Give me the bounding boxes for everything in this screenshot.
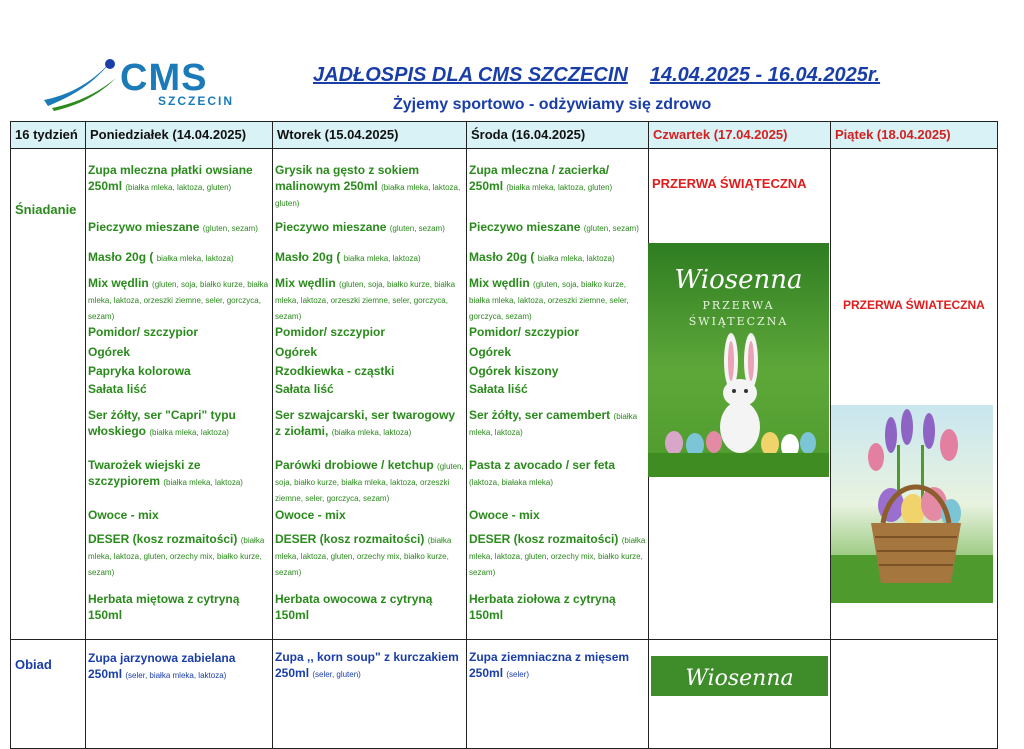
menu-item: Pomidor/ szczypior bbox=[469, 325, 580, 339]
breakfast-wednesday bbox=[466, 148, 649, 640]
menu-item: Ser żółty, ser "Capri" typu włoskiego (białka mleka, laktoza) bbox=[88, 408, 236, 438]
holiday-label-friday: PRZERWA ŚWIATECZNA bbox=[843, 298, 985, 312]
lunch-dish: Zupa ziemniaczna z mięsem 250ml (seler) bbox=[469, 650, 630, 680]
menu-item: DESER (kosz rozmaitości) (białka mleka, laktoza, gluten, orzechy mix, białko kurze, sezam) bbox=[275, 532, 452, 577]
runner-swoosh-icon bbox=[42, 56, 122, 112]
menu-item: Mix wędlin (gluten, soja, białko kurze, białka mleka, laktoza, orzeszki ziemne, seler, gorczyca, sezam) bbox=[88, 276, 269, 321]
menu-item: Ogórek bbox=[469, 345, 512, 359]
menu-item: Herbata owocowa z cytryną 150ml bbox=[275, 592, 433, 622]
header-thursday: Czwartek (17.04.2025) bbox=[648, 121, 831, 149]
easter-poster-partial-image bbox=[651, 656, 828, 696]
logo-text: CMS bbox=[120, 57, 208, 99]
menu-item: Sałata liść bbox=[88, 382, 147, 396]
menu-item: DESER (kosz rozmaitości) (białka mleka, laktoza, gluten, orzechy mix, białko kurze, sezam) bbox=[88, 532, 265, 577]
menu-item: Ogórek kiszony bbox=[469, 364, 559, 378]
easter-bunny-poster-image bbox=[648, 243, 829, 477]
menu-item: Masło 20g ( białka mleka, laktoza) bbox=[275, 250, 421, 264]
logo-subtext: SZCZECIN bbox=[158, 94, 234, 108]
lunch-tuesday bbox=[272, 639, 467, 749]
menu-item: Mix wędlin (gluten, soja, białko kurze, białka mleka, laktoza, orzeszki ziemne, seler, gorczyca, sezam) bbox=[469, 276, 629, 321]
cms-logo bbox=[42, 56, 282, 112]
menu-item: Rzodkiewka - cząstki bbox=[275, 364, 395, 378]
menu-item: Pieczywo mieszane (gluten, sezam) bbox=[469, 220, 639, 234]
lunch-wednesday bbox=[466, 639, 649, 749]
section-lunch-label: Obiad bbox=[15, 657, 52, 672]
header-friday: Piątek (18.04.2025) bbox=[830, 121, 998, 149]
header-week: 16 tydzień bbox=[10, 121, 86, 149]
menu-item: Grysik na gęsto z sokiem malinowym 250ml (białka mleka, laktoza, gluten) bbox=[275, 163, 461, 208]
breakfast-tuesday bbox=[272, 148, 467, 640]
menu-item: Masło 20g ( białka mleka, laktoza) bbox=[469, 250, 615, 264]
menu-item: Herbata miętowa z cytryną 150ml bbox=[88, 592, 240, 622]
section-lunch-cell bbox=[10, 639, 86, 749]
menu-item: Zupa mleczna / zacierka/ 250ml (białka mleka, laktoza, gluten) bbox=[469, 163, 613, 193]
header-wednesday: Środa (16.04.2025) bbox=[466, 121, 649, 149]
poster-line-1: PRZERWA bbox=[702, 299, 775, 312]
menu-item: Twarożek wiejski ze szczypiorem (białka mleka, laktoza) bbox=[88, 458, 243, 488]
page-subtitle: Żyjemy sportowo - odżywiamy się zdrowo bbox=[393, 96, 712, 113]
poster-title-partial: Wiosenna bbox=[685, 666, 794, 691]
menu-item: Parówki drobiowe / ketchup (gluten, soja, białko kurze, białka mleka, laktoza, orzeszki ziemne, seler, gorczyca, sezam) bbox=[275, 458, 464, 503]
menu-item: Ogórek bbox=[275, 345, 318, 359]
menu-item: Sałata liść bbox=[469, 382, 528, 396]
menu-item: Pomidor/ szczypior bbox=[275, 325, 386, 339]
menu-item: Pomidor/ szczypior bbox=[88, 325, 199, 339]
menu-item: Masło 20g ( białka mleka, laktoza) bbox=[88, 250, 234, 264]
menu-item: DESER (kosz rozmaitości) (białka mleka, laktoza, gluten, orzechy mix, białko kurze, sezam) bbox=[469, 532, 646, 577]
menu-item: Pieczywo mieszane (gluten, sezam) bbox=[275, 220, 445, 234]
menu-item: Herbata ziołowa z cytryną 150ml bbox=[469, 592, 616, 622]
menu-item: Ser szwajcarski, ser twarogowy z ziołami, (białka mleka, laktoza) bbox=[275, 408, 456, 438]
menu-item: Pieczywo mieszane (gluten, sezam) bbox=[88, 220, 258, 234]
menu-item: Pasta z avocado / ser feta (laktoza, białaka mleka) bbox=[469, 458, 616, 487]
holiday-label-thursday: PRZERWA ŚWIĄTECZNA bbox=[652, 176, 807, 191]
header-monday: Poniedziałek (14.04.2025) bbox=[85, 121, 273, 149]
breakfast-monday bbox=[85, 148, 273, 640]
page-title bbox=[313, 64, 880, 87]
header-tuesday: Wtorek (15.04.2025) bbox=[272, 121, 467, 149]
lunch-monday bbox=[85, 639, 273, 749]
menu-item: Ogórek bbox=[88, 345, 131, 359]
section-breakfast-label: Śniadanie bbox=[15, 202, 77, 217]
title-text: JADŁOSPIS DLA CMS SZCZECIN bbox=[313, 64, 628, 86]
easter-basket-image bbox=[831, 405, 993, 603]
menu-item: Mix wędlin (gluten, soja, białko kurze, białka mleka, laktoza, orzeszki ziemne, seler, gorczyca, sezam) bbox=[275, 276, 456, 321]
lunch-friday bbox=[830, 639, 998, 749]
menu-item: Papryka kolorowa bbox=[88, 364, 191, 378]
menu-item: Sałata liść bbox=[275, 382, 334, 396]
poster-line-2: ŚWIĄTECZNA bbox=[688, 315, 789, 328]
poster-title: Wiosenna bbox=[674, 265, 803, 295]
menu-item: Owoce - mix bbox=[88, 508, 159, 522]
menu-item: Zupa mleczna płatki owsiane 250ml (białka mleka, laktoza, gluten) bbox=[88, 163, 253, 193]
menu-item: Owoce - mix bbox=[275, 508, 346, 522]
lunch-dish: Zupa ,, korn soup" z kurczakiem 250ml (seler, gluten) bbox=[275, 650, 459, 680]
menu-item: Ser żółty, ser camembert (białka mleka, laktoza) bbox=[469, 408, 638, 437]
lunch-dish: Zupa jarzynowa zabielana 250ml (seler, białka mleka, laktoza) bbox=[88, 651, 236, 681]
menu-item: Owoce - mix bbox=[469, 508, 540, 522]
section-breakfast-cell bbox=[10, 148, 86, 640]
title-dates: 14.04.2025 - 16.04.2025r. bbox=[649, 64, 881, 86]
